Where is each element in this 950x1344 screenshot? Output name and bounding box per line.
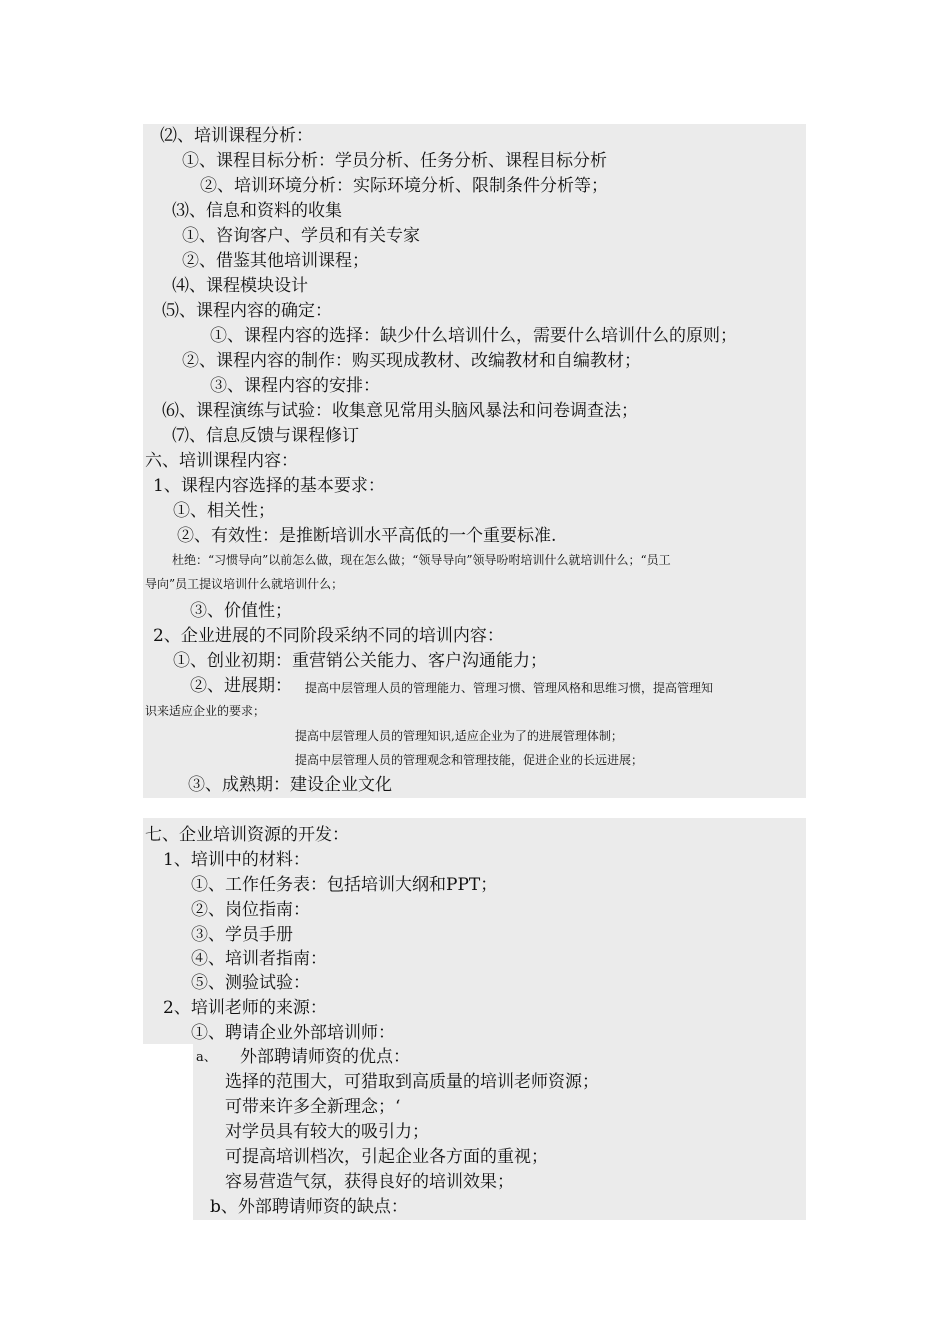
text-line: 对学员具有较大的吸引力； — [225, 1122, 429, 1142]
text-line: b、外部聘请师资的缺点： — [210, 1197, 408, 1217]
text-line: 1、课程内容选择的基本要求： — [153, 476, 385, 496]
text-line: ③、成熟期：建设企业文化 — [188, 775, 392, 795]
text-line: ⑤、测验试验： — [191, 973, 310, 993]
text-line-small: 识来适应企业的要求； — [145, 704, 266, 718]
text-line: ⑶、信息和资料的收集 — [172, 201, 342, 221]
text-line: ⑵、培训课程分析： — [160, 126, 313, 146]
text-line: 容易营造气氛，获得良好的培训效果； — [225, 1172, 514, 1192]
text-line: ④、培训者指南： — [191, 949, 327, 969]
list-marker: a、 — [196, 1050, 217, 1065]
text-line: ①、课程内容的选择：缺少什么培训什么，需要什么培训什么的原则； — [210, 326, 737, 346]
text-line: ①、创业初期：重营销公关能力、客户沟通能力； — [173, 651, 547, 671]
text-line: ⑺、信息反馈与课程修订 — [172, 426, 359, 446]
text-line: ⑸、课程内容的确定： — [162, 301, 332, 321]
text-line: ②、课程内容的制作：购买现成教材、改编教材和自编教材； — [182, 351, 641, 371]
text-line: ⑷、课程模块设计 — [172, 276, 308, 296]
text-line: ③、价值性； — [190, 601, 292, 621]
text-line: 2、企业进展的不同阶段采纳不同的培训内容： — [153, 626, 504, 646]
text-line: 1、培训中的材料： — [163, 850, 310, 870]
text-line: 选择的范围大，可猎取到高质量的培训老师资源； — [225, 1072, 599, 1092]
text-line: ②、岗位指南： — [191, 900, 310, 920]
text-line: ②、培训环境分析：实际环境分析、限制条件分析等； — [200, 176, 608, 196]
text-line-small: 提高中层管理人员的管理观念和管理技能，促进企业的长远进展； — [295, 753, 644, 767]
text-line: ③、学员手册 — [191, 925, 293, 945]
text-line-small: 提高中层管理人员的管理能力、管理习惯、管理风格和思维习惯，提高管理知 — [305, 681, 714, 695]
text-line-small: 导向”员工提议培训什么就培训什么； — [145, 577, 344, 591]
text-line: ②、借鉴其他培训课程； — [182, 251, 369, 271]
text-line: ⑹、课程演练与试验：收集意见常用头脑风暴法和问卷调查法； — [162, 401, 638, 421]
text-line: ①、工作任务表：包括培训大纲和PPT； — [191, 875, 498, 895]
text-line: ①、咨询客户、学员和有关专家 — [182, 226, 420, 246]
text-line-small: 提高中层管理人员的管理知识,适应企业为了的进展管理体制； — [295, 729, 623, 743]
text-line: 外部聘请师资的优点： — [240, 1047, 410, 1067]
section-heading: 七、企业培训资源的开发： — [145, 825, 349, 845]
text-line: 2、培训老师的来源： — [163, 998, 327, 1018]
text-line: ①、聘请企业外部培训师： — [191, 1023, 395, 1043]
text-line: 可带来许多全新理念；‘ — [225, 1097, 401, 1117]
text-line: ②、有效性：是推断培训水平高低的一个重要标准. — [177, 526, 557, 546]
section-heading: 六、培训课程内容： — [145, 451, 298, 471]
text-line: ②、进展期： — [190, 676, 292, 696]
text-line: 可提高培训档次，引起企业各方面的重视； — [225, 1147, 548, 1167]
text-line-small: 杜绝：“习惯导向”以前怎么做，现在怎么做；“领导导向”领导吩咐培训什么就培训什么；“员工 — [172, 553, 671, 567]
text-line: ①、相关性； — [173, 501, 275, 521]
text-line: ①、课程目标分析：学员分析、任务分析、课程目标分析 — [182, 151, 607, 171]
text-line: ③、课程内容的安排： — [210, 376, 380, 396]
